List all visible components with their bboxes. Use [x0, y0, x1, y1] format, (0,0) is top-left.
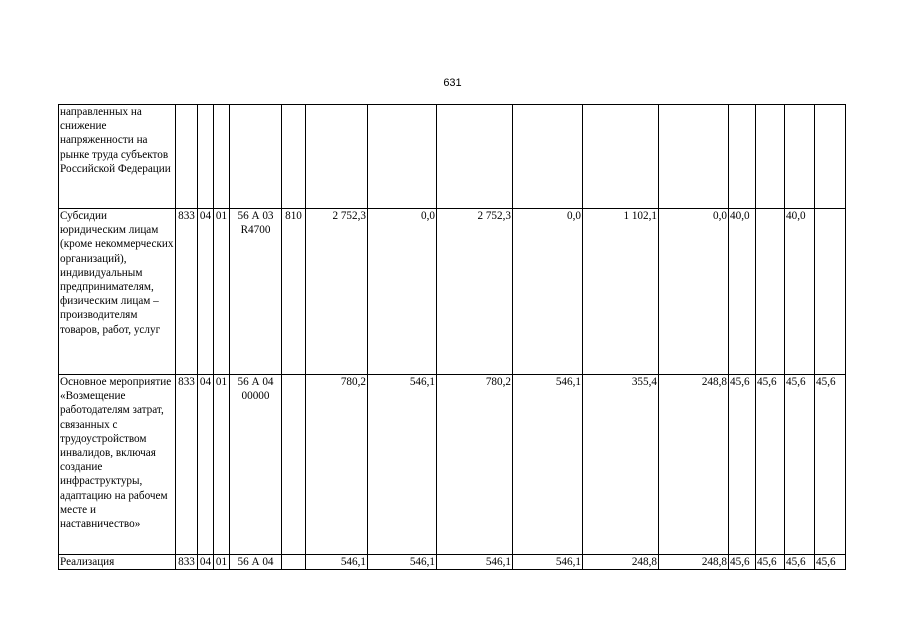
- cell-vr: 810: [282, 209, 306, 375]
- cell-refined-total: 2 752,3: [437, 209, 513, 375]
- cell-pr: 01: [214, 375, 230, 555]
- table-row: [59, 105, 846, 209]
- cell-rz: 04: [198, 375, 214, 555]
- cell-pct-2: [756, 105, 785, 209]
- cell-exec-total: 248,8: [583, 555, 659, 570]
- page-number: 631: [443, 77, 462, 89]
- cell-pct-1: 45,6: [729, 375, 756, 555]
- table-row: [59, 375, 846, 555]
- cell-csr: 56 А 04 00000: [230, 375, 282, 555]
- cell-refined-total: 546,1: [437, 555, 513, 570]
- cell-plan-total: 546,1: [306, 555, 368, 570]
- cell-plan-total: 780,2: [306, 375, 368, 555]
- cell-plan-federal: 546,1: [368, 375, 437, 555]
- cell-grbs: 833: [176, 555, 198, 570]
- cell-rz: 04: [198, 555, 214, 570]
- item-name: Реализация: [59, 555, 176, 570]
- budget-table: [58, 104, 846, 570]
- cell-vr: [282, 555, 306, 570]
- cell-pct-3: 40,0: [785, 209, 815, 375]
- cell-pct-3: 45,6: [785, 375, 815, 555]
- cell-refined-federal: 0,0: [513, 209, 583, 375]
- cell-plan-federal: [368, 105, 437, 209]
- cell-pct-2: 45,6: [756, 555, 785, 570]
- cell-pct-3: 45,6: [785, 555, 815, 570]
- cell-rz: 04: [198, 209, 214, 375]
- cell-csr: 56 А 04: [230, 555, 282, 570]
- item-name: Основное мероприятие «Возмещение работодателям затрат, связанных с трудоустройством инвалидов, включая создание инфраструктуры, адаптацию на рабочем месте и наставничество»: [59, 375, 176, 555]
- cell-vr: [282, 105, 306, 209]
- cell-refined-federal: [513, 105, 583, 209]
- cell-plan-federal: 0,0: [368, 209, 437, 375]
- cell-refined-federal: 546,1: [513, 375, 583, 555]
- cell-pct-1: 45,6: [729, 555, 756, 570]
- cell-grbs: 833: [176, 209, 198, 375]
- cell-pct-4: [815, 105, 846, 209]
- cell-pr: 01: [214, 555, 230, 570]
- cell-pct-2: [756, 209, 785, 375]
- cell-vr: [282, 375, 306, 555]
- cell-plan-total: 2 752,3: [306, 209, 368, 375]
- cell-exec-federal: 0,0: [659, 209, 729, 375]
- cell-pct-4: 45,6: [815, 555, 846, 570]
- cell-rz: [198, 105, 214, 209]
- cell-grbs: 833: [176, 375, 198, 555]
- cell-pct-4: 45,6: [815, 375, 846, 555]
- cell-grbs: [176, 105, 198, 209]
- cell-pr: 01: [214, 209, 230, 375]
- cell-plan-total: [306, 105, 368, 209]
- cell-exec-total: 355,4: [583, 375, 659, 555]
- cell-csr: 56 А 03 R4700: [230, 209, 282, 375]
- cell-pct-3: [785, 105, 815, 209]
- cell-exec-federal: 248,8: [659, 375, 729, 555]
- cell-exec-federal: [659, 105, 729, 209]
- table-row: [59, 209, 846, 375]
- cell-pr: [214, 105, 230, 209]
- cell-pct-1: [729, 105, 756, 209]
- cell-plan-federal: 546,1: [368, 555, 437, 570]
- cell-pct-4: [815, 209, 846, 375]
- item-name: Субсидии юридическим лицам (кроме некоммерческих организаций), индивидуальным предпринимателям, физическим лицам – производителям товаров, работ, услуг: [59, 209, 176, 375]
- cell-exec-federal: 248,8: [659, 555, 729, 570]
- cell-pct-2: 45,6: [756, 375, 785, 555]
- cell-refined-federal: 546,1: [513, 555, 583, 570]
- cell-csr: [230, 105, 282, 209]
- item-name: направленных на снижение напряженности на рынке труда субъектов Российской Федерации: [59, 105, 176, 209]
- cell-exec-total: [583, 105, 659, 209]
- cell-exec-total: 1 102,1: [583, 209, 659, 375]
- cell-refined-total: 780,2: [437, 375, 513, 555]
- cell-pct-1: 40,0: [729, 209, 756, 375]
- table-row: [59, 555, 846, 570]
- cell-refined-total: [437, 105, 513, 209]
